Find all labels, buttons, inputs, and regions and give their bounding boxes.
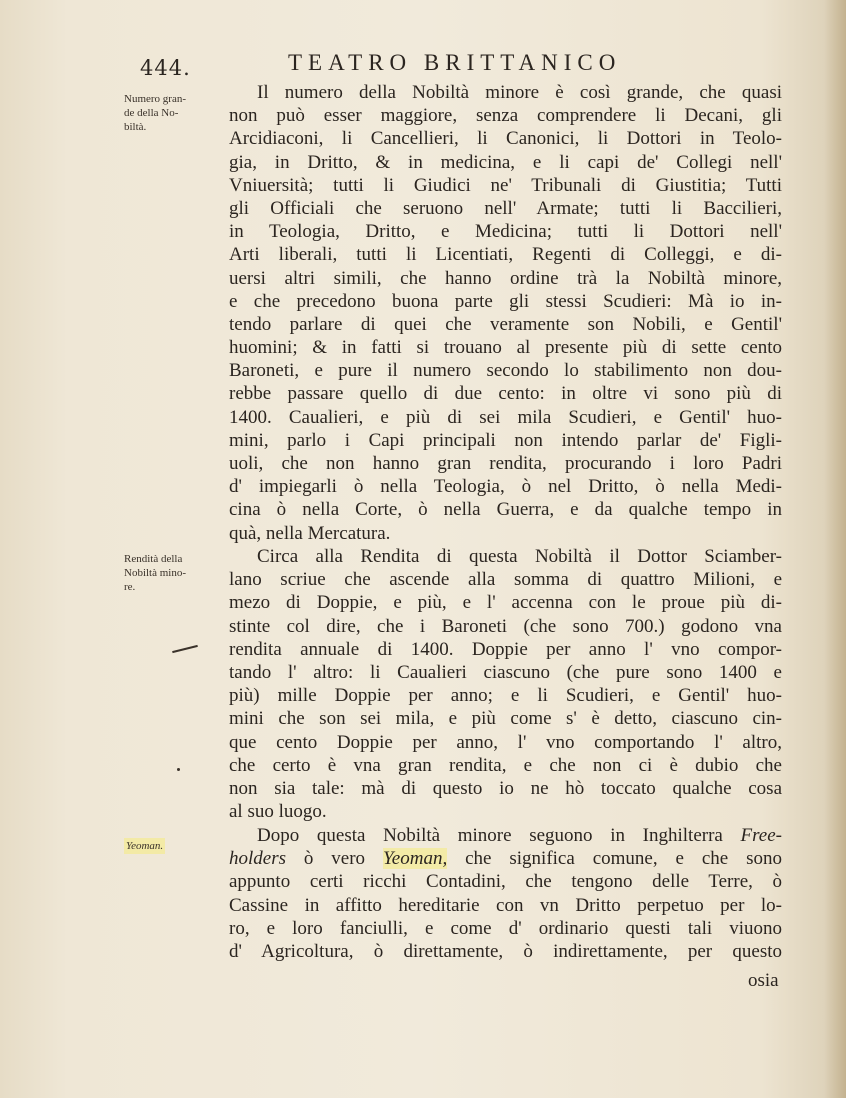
text-line: e che precedono buona parte gli stessi Scudieri: Mà io in- xyxy=(229,290,782,312)
text-line: Vniuersità; tutti li Giudici ne' Tribunali di Giustitia; Tutti xyxy=(229,174,782,196)
page-number: 444. xyxy=(140,56,191,80)
text-line: Baroneti, e pure il numero secondo lo stabilimento non dou- xyxy=(229,360,782,382)
text-line: appunto certi ricchi Contadini, che tengono delle Terre, ò xyxy=(229,871,782,893)
paragraph-nobility-income xyxy=(229,545,782,823)
text-line: d' impiegarli ò nella Teologia, ò nel Dritto, ò nella Medi- xyxy=(229,476,782,498)
paragraph-nobility-number xyxy=(229,81,782,545)
text-line: Arti liberali, tutti li Licentiati, Regenti di Colleggi, e di- xyxy=(229,244,782,266)
text-line: cina ò nella Corte, ò nella Guerra, e da qualche tempo in xyxy=(229,499,782,521)
text-line: 1400. Caualieri, e più di sei mila Scudieri, e Gentil' huo- xyxy=(229,406,782,428)
text-italic: Free- xyxy=(740,825,782,846)
text-line: tendo parlare di quei che veramente son Nobili, e Gentil' xyxy=(229,313,782,335)
text-line: Circa alla Rendita di questa Nobiltà il Dottor Sciamber- xyxy=(257,546,782,567)
text-line: che certo è vna gran rendita, e che non ci è dubio che xyxy=(229,754,782,776)
text-line: Il numero della Nobiltà minore è così grande, che quasi xyxy=(257,82,782,103)
text-line: lano scriue che ascende alla somma di quattro Milioni, e xyxy=(229,569,782,591)
text-line: non sia tale: mà di questo io ne hò toccato qualche cosa xyxy=(229,777,782,799)
text-line: uoli, che non hanno gran rendita, procurando i loro Padri xyxy=(229,453,782,474)
page-edge-shadow xyxy=(824,0,846,1098)
text-line: stinte col dire, che i Baroneti (che sono 700.) godono vna xyxy=(229,615,782,637)
text-line: huomini; & in fatti si trouano al presente più di sette cento xyxy=(229,337,782,359)
catchword: osia xyxy=(748,970,779,991)
text-line: d' Agricoltura, ò direttamente, ò indirettamente, per questo xyxy=(229,940,782,962)
text-line: Cassine in affitto hereditarie con vn Dritto perpetuo per lo- xyxy=(229,894,782,916)
text-line: tando l' altro: li Caualieri ciascuno (che pure sono 1400 e xyxy=(229,661,782,683)
text-line: Arcidiaconi, li Cancellieri, li Canonici, li Dottori in Teolo- xyxy=(229,128,782,150)
running-head: TEATRO BRITTANICO xyxy=(288,50,622,75)
text-line: mini, parlo i Capi principali non intendo parlar de' Figli- xyxy=(229,429,782,451)
text-segment: che significa comune, e che sono xyxy=(447,848,782,870)
text-line: rendita annuale di 1400. Doppie per anno l' vno compor- xyxy=(229,638,782,660)
text-line: gli Officiali che seruono nell' Armate; tutti li Baccilieri, xyxy=(229,197,782,219)
text-line: que cento Doppie per anno, l' vno comportando l' altro, xyxy=(229,731,782,753)
margin-dot-mark xyxy=(177,768,180,771)
text-line: uersi altri simili, che hanno ordine trà la Nobiltà minore, xyxy=(229,267,782,289)
text-line: ro, e loro fanciulli, e come d' ordinario questi tali viuono xyxy=(229,917,782,939)
text-line: mezo di Doppie, e più, e l' accenna con le proue più di- xyxy=(229,592,782,614)
text-line xyxy=(229,847,782,870)
text-line: in Teologia, Dritto, e Medicina; tutti li Dottori nell' xyxy=(229,221,782,243)
text-line: al suo luogo. xyxy=(229,801,327,823)
text-line: più) mille Doppie per anno; e li Scudieri, e Gentil' huo- xyxy=(229,685,782,707)
text-italic: holders xyxy=(229,848,286,870)
text-segment: ò vero xyxy=(286,848,383,870)
text-line xyxy=(229,824,782,847)
text-segment: Dopo questa Nobiltà minore seguono in Inghilterra xyxy=(257,825,741,846)
text-line: rebbe passare quello di due cento: in oltre vi sono più di xyxy=(229,383,782,405)
margin-note-numero: Numero gran- de della No- biltà. xyxy=(124,93,187,133)
margin-note-rendita: Rendità della Nobiltà mino- re. xyxy=(124,553,187,593)
highlighted-term: Yeoman, xyxy=(382,848,448,870)
text-line: gia, in Dritto, & in medicina, e li capi de' Collegi nell' xyxy=(229,151,782,173)
text-line: mini che son sei mila, e più come s' è detto, ciascuno cin- xyxy=(229,708,782,730)
paragraph-yeoman xyxy=(229,824,782,963)
text-line: quà, nella Mercatura. xyxy=(229,522,391,544)
text-line: non può esser maggiore, senza comprendere li Decani, gli xyxy=(229,105,782,127)
margin-note-yeoman: Yeoman. xyxy=(126,840,164,852)
